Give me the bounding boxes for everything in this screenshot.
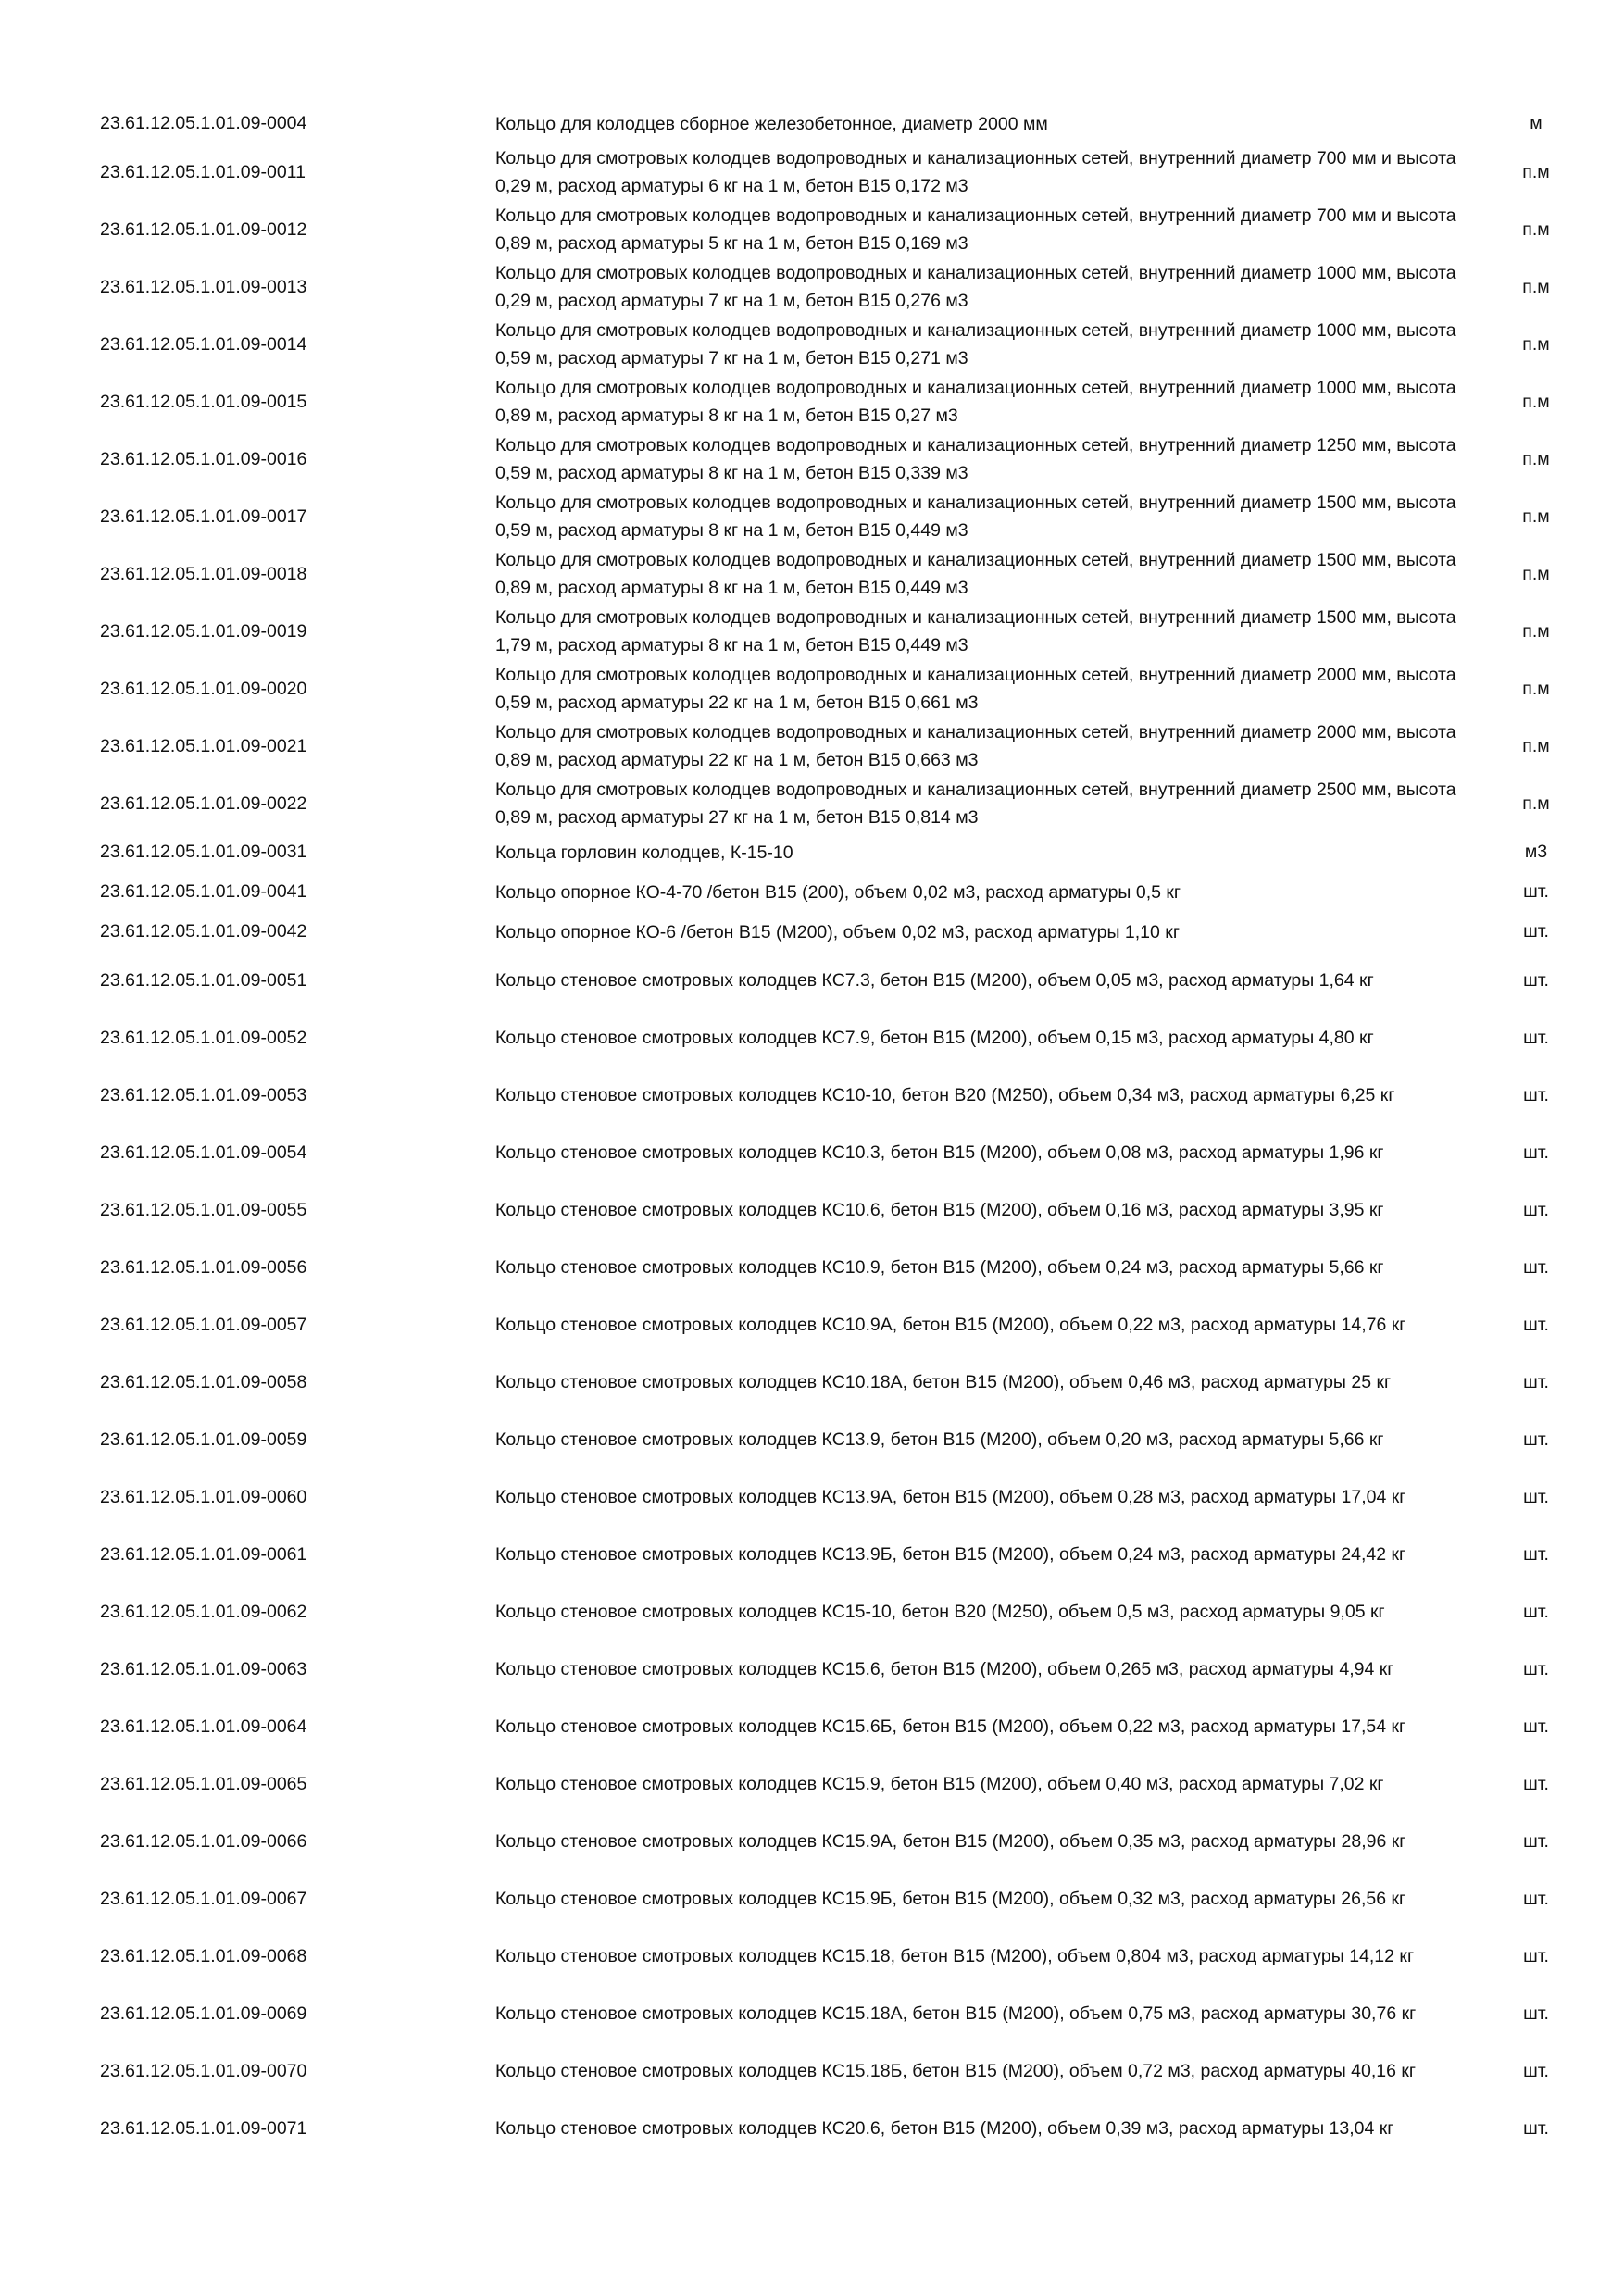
table-row xyxy=(0,872,1624,912)
item-description: Кольцо стеновое смотровых колодцев КС20.6, бетон В15 (М200), объем 0,39 м3, расход арматуры 13,04 кг xyxy=(495,2118,1394,2139)
item-description: Кольца горловин колодцев, К-15-10 xyxy=(495,842,793,863)
item-description: Кольцо стеновое смотровых колодцев КС10.9, бетон В15 (М200), объем 0,24 м3, расход арматуры 5,66 кг xyxy=(495,1257,1384,1278)
table-row xyxy=(0,832,1624,872)
table-row xyxy=(0,1928,1624,1985)
item-description: Кольцо стеновое смотровых колодцев КС10.9А, бетон В15 (М200), объем 0,22 м3, расход арматуры 14,76 кг xyxy=(495,1315,1406,1335)
item-description: Кольцо для смотровых колодцев водопроводных и канализационных сетей, внутренний диаметр 1500 мм, высота 1,79 м, расход арматуры 8 кг на 1 м, бетон В15 0,449 м3 xyxy=(495,607,1456,655)
item-code: 23.61.12.05.1.01.09-0013 xyxy=(100,276,307,297)
item-description: Кольцо для смотровых колодцев водопроводных и канализационных сетей, внутренний диаметр 700 мм и высота 0,89 м, расход арматуры 5 кг на 1 м, бетон В15 0,169 м3 xyxy=(495,206,1456,254)
item-description: Кольцо для смотровых колодцев водопроводных и канализационных сетей, внутренний диаметр 1000 мм, высота 0,29 м, расход арматуры 7 кг на 1 м, бетон В15 0,276 м3 xyxy=(495,263,1456,311)
table-row xyxy=(0,1296,1624,1354)
item-description: Кольцо стеновое смотровых колодцев КС10.18А, бетон В15 (М200), объем 0,46 м3, расход арматуры 25 кг xyxy=(495,1372,1392,1392)
item-unit: шт. xyxy=(1523,921,1549,942)
item-unit: шт. xyxy=(1523,2003,1549,2024)
item-unit: шт. xyxy=(1523,1199,1549,1220)
item-unit: п.м xyxy=(1522,792,1550,814)
item-description: Кольцо для смотровых колодцев водопроводных и канализационных сетей, внутренний диаметр 1500 мм, высота 0,89 м, расход арматуры 8 кг на 1 м, бетон В15 0,449 м3 xyxy=(495,550,1456,598)
table-row xyxy=(0,775,1624,832)
table-row xyxy=(0,1009,1624,1067)
item-code: 23.61.12.05.1.01.09-0055 xyxy=(100,1199,307,1220)
item-code: 23.61.12.05.1.01.09-0066 xyxy=(100,1830,307,1852)
price-table xyxy=(0,104,1624,2157)
table-row xyxy=(0,1985,1624,2042)
item-unit: п.м xyxy=(1522,391,1550,412)
item-description: Кольцо для смотровых колодцев водопроводных и канализационных сетей, внутренний диаметр 1500 мм, высота 0,59 м, расход арматуры 8 кг на 1 м, бетон В15 0,449 м3 xyxy=(495,493,1456,541)
table-row xyxy=(0,1583,1624,1641)
item-description: Кольцо для смотровых колодцев водопроводных и канализационных сетей, внутренний диаметр 1250 мм, высота 0,59 м, расход арматуры 8 кг на 1 м, бетон В15 0,339 м3 xyxy=(495,435,1456,483)
table-row xyxy=(0,1067,1624,1124)
item-code: 23.61.12.05.1.01.09-0019 xyxy=(100,620,307,642)
item-code: 23.61.12.05.1.01.09-0064 xyxy=(100,1716,307,1737)
table-row xyxy=(0,316,1624,373)
item-code: 23.61.12.05.1.01.09-0051 xyxy=(100,969,307,991)
item-code: 23.61.12.05.1.01.09-0053 xyxy=(100,1084,307,1105)
item-code: 23.61.12.05.1.01.09-0012 xyxy=(100,218,307,240)
item-description: Кольцо стеновое смотровых колодцев КС13.9Б, бетон В15 (М200), объем 0,24 м3, расход арматуры 24,42 кг xyxy=(495,1544,1406,1565)
item-code: 23.61.12.05.1.01.09-0068 xyxy=(100,1945,307,1966)
item-code: 23.61.12.05.1.01.09-0061 xyxy=(100,1543,307,1565)
table-row xyxy=(0,952,1624,1009)
item-description: Кольцо стеновое смотровых колодцев КС13.9, бетон В15 (М200), объем 0,20 м3, расход арматуры 5,66 кг xyxy=(495,1429,1384,1450)
item-code: 23.61.12.05.1.01.09-0021 xyxy=(100,735,307,756)
item-description: Кольцо стеновое смотровых колодцев КС15.9Б, бетон В15 (М200), объем 0,32 м3, расход арматуры 26,56 кг xyxy=(495,1889,1406,1909)
item-unit: шт. xyxy=(1523,1256,1549,1278)
item-unit: п.м xyxy=(1522,333,1550,355)
item-description: Кольцо стеновое смотровых колодцев КС7.3, бетон В15 (М200), объем 0,05 м3, расход арматуры 1,64 кг xyxy=(495,970,1374,991)
item-code: 23.61.12.05.1.01.09-0067 xyxy=(100,1888,307,1909)
item-description: Кольцо стеновое смотровых колодцев КС10.3, бетон В15 (М200), объем 0,08 м3, расход арматуры 1,96 кг xyxy=(495,1142,1384,1163)
table-row xyxy=(0,718,1624,775)
item-code: 23.61.12.05.1.01.09-0065 xyxy=(100,1773,307,1794)
item-code: 23.61.12.05.1.01.09-0031 xyxy=(100,842,307,862)
item-code: 23.61.12.05.1.01.09-0059 xyxy=(100,1429,307,1450)
item-code: 23.61.12.05.1.01.09-0004 xyxy=(100,113,307,133)
item-code: 23.61.12.05.1.01.09-0060 xyxy=(100,1486,307,1507)
item-description: Кольцо стеновое смотровых колодцев КС15.9А, бетон В15 (М200), объем 0,35 м3, расход арматуры 28,96 кг xyxy=(495,1831,1406,1852)
item-code: 23.61.12.05.1.01.09-0062 xyxy=(100,1601,307,1622)
item-unit: шт. xyxy=(1523,1543,1549,1565)
item-unit: п.м xyxy=(1522,276,1550,297)
table-row xyxy=(0,1698,1624,1755)
item-unit: шт. xyxy=(1523,1027,1549,1048)
item-unit: шт. xyxy=(1523,1314,1549,1335)
item-description: Кольцо стеновое смотровых колодцев КС15-10, бетон В20 (М250), объем 0,5 м3, расход арматуры 9,05 кг xyxy=(495,1602,1385,1622)
item-code: 23.61.12.05.1.01.09-0057 xyxy=(100,1314,307,1335)
item-code: 23.61.12.05.1.01.09-0058 xyxy=(100,1371,307,1392)
item-description: Кольцо стеновое смотровых колодцев КС15.18, бетон В15 (М200), объем 0,804 м3, расход арматуры 14,12 кг xyxy=(495,1946,1415,1966)
table-row xyxy=(0,258,1624,316)
item-code: 23.61.12.05.1.01.09-0015 xyxy=(100,391,307,412)
item-unit: п.м xyxy=(1522,678,1550,699)
item-unit: шт. xyxy=(1523,1084,1549,1105)
item-unit: шт. xyxy=(1523,1945,1549,1966)
item-description: Кольцо для смотровых колодцев водопроводных и канализационных сетей, внутренний диаметр 2500 мм, высота 0,89 м, расход арматуры 27 кг на 1 м, бетон В15 0,814 м3 xyxy=(495,780,1456,828)
item-code: 23.61.12.05.1.01.09-0052 xyxy=(100,1027,307,1048)
item-unit: п.м xyxy=(1522,505,1550,527)
item-unit: шт. xyxy=(1523,1429,1549,1450)
table-row xyxy=(0,2100,1624,2157)
item-unit: шт. xyxy=(1523,2117,1549,2139)
item-unit: п.м xyxy=(1522,218,1550,240)
item-code: 23.61.12.05.1.01.09-0056 xyxy=(100,1256,307,1278)
table-row xyxy=(0,1239,1624,1296)
item-description: Кольцо стеновое смотровых колодцев КС15.6, бетон В15 (М200), объем 0,265 м3, расход арматуры 4,94 кг xyxy=(495,1659,1394,1679)
item-code: 23.61.12.05.1.01.09-0022 xyxy=(100,792,307,814)
item-unit: п.м xyxy=(1522,620,1550,642)
table-row xyxy=(0,430,1624,488)
item-description: Кольцо для смотровых колодцев водопроводных и канализационных сетей, внутренний диаметр 2000 мм, высота 0,89 м, расход арматуры 22 кг на 1 м, бетон В15 0,663 м3 xyxy=(495,722,1456,770)
item-unit: шт. xyxy=(1523,1716,1549,1737)
item-unit: м xyxy=(1530,113,1543,133)
item-description: Кольцо стеновое смотровых колодцев КС15.6Б, бетон В15 (М200), объем 0,22 м3, расход арматуры 17,54 кг xyxy=(495,1716,1406,1737)
table-row xyxy=(0,104,1624,144)
item-code: 23.61.12.05.1.01.09-0041 xyxy=(100,881,307,902)
item-description: Кольцо для смотровых колодцев водопроводных и канализационных сетей, внутренний диаметр 700 мм и высота 0,29 м, расход арматуры 6 кг на 1 м, бетон В15 0,172 м3 xyxy=(495,148,1456,196)
item-code: 23.61.12.05.1.01.09-0070 xyxy=(100,2060,307,2081)
table-row xyxy=(0,1641,1624,1698)
table-row xyxy=(0,1755,1624,1813)
item-description: Кольцо стеновое смотровых колодцев КС10-10, бетон В20 (М250), объем 0,34 м3, расход арматуры 6,25 кг xyxy=(495,1085,1395,1105)
item-unit: п.м xyxy=(1522,448,1550,469)
item-description: Кольцо стеновое смотровых колодцев КС7.9, бетон В15 (М200), объем 0,15 м3, расход арматуры 4,80 кг xyxy=(495,1028,1374,1048)
item-unit: м3 xyxy=(1524,842,1548,862)
table-row xyxy=(0,1870,1624,1928)
item-description: Кольцо для смотровых колодцев водопроводных и канализационных сетей, внутренний диаметр 1000 мм, высота 0,89 м, расход арматуры 8 кг на 1 м, бетон В15 0,27 м3 xyxy=(495,378,1456,426)
table-row xyxy=(0,1411,1624,1468)
item-code: 23.61.12.05.1.01.09-0018 xyxy=(100,563,307,584)
table-row xyxy=(0,1526,1624,1583)
item-unit: п.м xyxy=(1522,563,1550,584)
item-description: Кольцо для смотровых колодцев водопроводных и канализационных сетей, внутренний диаметр 1000 мм, высота 0,59 м, расход арматуры 7 кг на 1 м, бетон В15 0,271 м3 xyxy=(495,320,1456,368)
table-row xyxy=(0,912,1624,952)
item-unit: шт. xyxy=(1523,881,1549,902)
item-description: Кольцо для смотровых колодцев водопроводных и канализационных сетей, внутренний диаметр 2000 мм, высота 0,59 м, расход арматуры 22 кг на 1 м, бетон В15 0,661 м3 xyxy=(495,665,1456,713)
item-code: 23.61.12.05.1.01.09-0054 xyxy=(100,1142,307,1163)
item-code: 23.61.12.05.1.01.09-0071 xyxy=(100,2117,307,2139)
item-code: 23.61.12.05.1.01.09-0014 xyxy=(100,333,307,355)
table-row xyxy=(0,488,1624,545)
item-description: Кольцо стеновое смотровых колодцев КС15.18Б, бетон В15 (М200), объем 0,72 м3, расход арматуры 40,16 кг xyxy=(495,2061,1417,2081)
item-code: 23.61.12.05.1.01.09-0042 xyxy=(100,921,307,942)
item-unit: шт. xyxy=(1523,1773,1549,1794)
item-description: Кольцо стеновое смотровых колодцев КС15.18А, бетон В15 (М200), объем 0,75 м3, расход арматуры 30,76 кг xyxy=(495,2003,1417,2024)
item-code: 23.61.12.05.1.01.09-0011 xyxy=(100,161,306,182)
table-row xyxy=(0,603,1624,660)
item-code: 23.61.12.05.1.01.09-0020 xyxy=(100,678,307,699)
item-code: 23.61.12.05.1.01.09-0016 xyxy=(100,448,307,469)
item-unit: шт. xyxy=(1523,2060,1549,2081)
item-description: Кольцо стеновое смотровых колодцев КС13.9А, бетон В15 (М200), объем 0,28 м3, расход арматуры 17,04 кг xyxy=(495,1487,1406,1507)
table-row xyxy=(0,201,1624,258)
item-unit: п.м xyxy=(1522,161,1550,182)
item-unit: п.м xyxy=(1522,735,1550,756)
item-unit: шт. xyxy=(1523,1486,1549,1507)
item-code: 23.61.12.05.1.01.09-0017 xyxy=(100,505,307,527)
item-unit: шт. xyxy=(1523,969,1549,991)
item-description: Кольцо опорное КО-6 /бетон В15 (М200), объем 0,02 м3, расход арматуры 1,10 кг xyxy=(495,921,1180,942)
table-row xyxy=(0,1181,1624,1239)
item-unit: шт. xyxy=(1523,1888,1549,1909)
table-row xyxy=(0,545,1624,603)
table-row xyxy=(0,1813,1624,1870)
item-unit: шт. xyxy=(1523,1830,1549,1852)
item-code: 23.61.12.05.1.01.09-0063 xyxy=(100,1658,307,1679)
table-row xyxy=(0,2042,1624,2100)
table-row xyxy=(0,1354,1624,1411)
item-code: 23.61.12.05.1.01.09-0069 xyxy=(100,2003,307,2024)
table-row xyxy=(0,1468,1624,1526)
item-unit: шт. xyxy=(1523,1658,1549,1679)
item-unit: шт. xyxy=(1523,1371,1549,1392)
table-row xyxy=(0,373,1624,430)
item-unit: шт. xyxy=(1523,1601,1549,1622)
item-description: Кольцо опорное КО-4-70 /бетон В15 (200), объем 0,02 м3, расход арматуры 0,5 кг xyxy=(495,881,1181,903)
table-row xyxy=(0,660,1624,718)
item-description: Кольцо стеновое смотровых колодцев КС10.6, бетон В15 (М200), объем 0,16 м3, расход арматуры 3,95 кг xyxy=(495,1200,1384,1220)
item-description: Кольцо для колодцев сборное железобетонное, диаметр 2000 мм xyxy=(495,113,1048,134)
table-row xyxy=(0,144,1624,201)
table-row xyxy=(0,1124,1624,1181)
item-unit: шт. xyxy=(1523,1142,1549,1163)
item-description: Кольцо стеновое смотровых колодцев КС15.9, бетон В15 (М200), объем 0,40 м3, расход арматуры 7,02 кг xyxy=(495,1774,1384,1794)
